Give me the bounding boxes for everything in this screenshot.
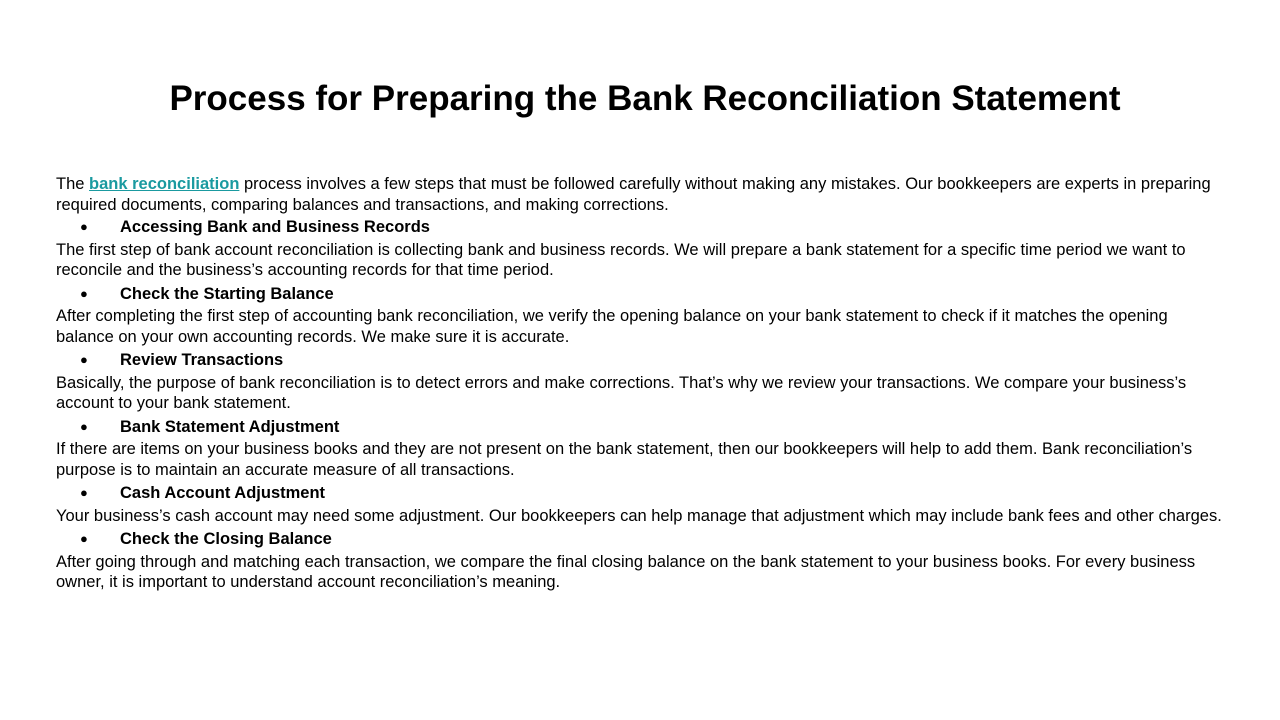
bullet-icon: ● (80, 285, 88, 301)
section-heading-review-transactions (56, 350, 1226, 371)
intro-text-after-link: process involves a few steps that must be followed carefully without making any mistakes. Our bookkeepers are experts in preparing required documents, comparing balances and transactions, and making corrections. (56, 175, 1211, 214)
section-heading-text: Cash Account Adjustment (120, 484, 326, 502)
section-heading-accessing-records (56, 217, 1226, 238)
bullet-icon: ● (80, 485, 88, 500)
section-paragraph: After completing the first step of accounting bank reconciliation, we verify the opening balance on your bank statement to check if it matches the opening balance on your own accounting records. We make sure it is accurate. (56, 307, 1168, 346)
section-heading-bank-statement-adjustment (56, 417, 1226, 438)
section-paragraph: Your business’s cash account may need some adjustment. Our bookkeepers can help manage that adjustment which may include bank fees and other charges. (56, 506, 1222, 525)
section-heading-starting-balance (56, 284, 1226, 305)
section-heading-text: Check the Starting Balance (120, 284, 334, 303)
section-heading-closing-balance (56, 529, 1226, 550)
bullet-icon: ● (80, 352, 88, 367)
slide-title: Process for Preparing the Bank Reconciliation Statement (169, 79, 1121, 118)
section-heading-text: Bank Statement Adjustment (120, 417, 340, 436)
bullet-icon: ● (80, 418, 88, 434)
section-heading-text: Review Transactions (120, 351, 284, 369)
section-heading-text: Check the Closing Balance (120, 530, 332, 548)
bank-reconciliation-link[interactable]: bank reconciliation (89, 175, 240, 193)
bullet-icon: ● (80, 219, 88, 234)
intro-paragraph (56, 174, 1226, 215)
section-heading-text: Accessing Bank and Business Records (120, 218, 430, 236)
section-paragraph: Basically, the purpose of bank reconciliation is to detect errors and make corrections. That’s why we review your transactions. We compare your business’s account to your bank statement. (56, 373, 1187, 412)
intro-text-before-link: The (56, 175, 90, 193)
slide-body (56, 174, 1226, 596)
section-paragraph: If there are items on your business books and they are not present on the bank statement, then our bookkeepers will help to add them. Bank reconciliation’s purpose is to maintain an accurate measure of all transactions. (56, 440, 1193, 479)
section-paragraph: After going through and matching each transaction, we compare the final closing balance on the bank statement to your business books. For every business owner, it is important to understand account reconciliation’s meaning. (56, 552, 1196, 591)
bullet-icon: ● (80, 531, 88, 546)
section-heading-cash-account-adjustment (56, 483, 1226, 504)
section-paragraph: The first step of bank account reconciliation is collecting bank and business records. We will prepare a bank statement for a specific time period we want to reconcile and the business’s accounting records for that time period. (56, 240, 1186, 279)
